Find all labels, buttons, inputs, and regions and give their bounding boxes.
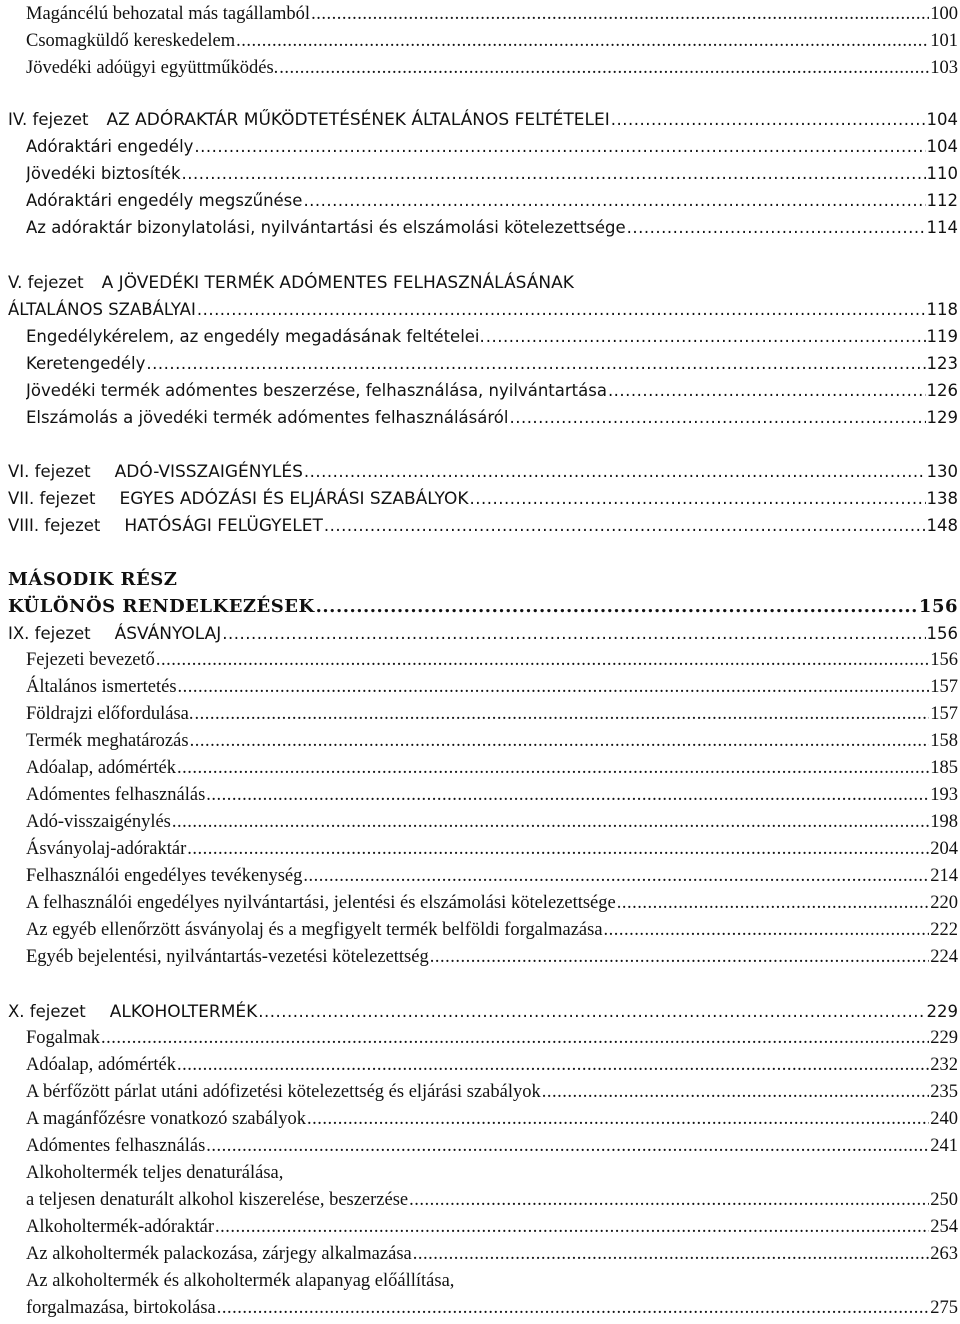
entry-title: Az egyéb ellenőrzött ásványolaj és a megfigyelt termék belföldi forgalmazása xyxy=(26,920,603,940)
toc-entry xyxy=(26,728,958,755)
toc-entry xyxy=(26,214,958,241)
chapter-number: VII. fejezet xyxy=(8,489,96,508)
leader-dots xyxy=(217,1295,930,1322)
entry-title: a teljesen denaturált alkohol kiszerelése, beszerzése xyxy=(26,1190,409,1210)
entry-title: Adóalap, adómérték xyxy=(26,1055,176,1075)
toc-entry xyxy=(26,1133,958,1160)
toc-entry xyxy=(8,512,958,539)
leader-dots xyxy=(177,755,929,782)
entry-title: Ásványolaj-adóraktár xyxy=(26,839,187,859)
toc-entry xyxy=(26,1241,958,1268)
toc-entry xyxy=(8,485,958,512)
entry-title: Jövedéki biztosíték xyxy=(26,164,181,183)
entry-title: Jövedéki termék adómentes beszerzése, felhasználása, nyilvántartása xyxy=(26,381,607,400)
toc-entry xyxy=(26,160,958,187)
chapter-title: HATÓSÁGI FELÜGYELET xyxy=(124,516,323,536)
leader-dots xyxy=(413,1241,930,1268)
chapter-title: EGYES ADÓZÁSI ÉS ELJÁRÁSI SZABÁLYOK xyxy=(119,489,469,509)
toc-entry xyxy=(26,1160,958,1187)
toc-entry xyxy=(26,1079,958,1106)
toc-entry xyxy=(26,28,958,55)
leader-dots xyxy=(197,296,926,323)
entry-title: Keretengedély xyxy=(26,354,146,373)
leader-dots xyxy=(222,620,925,647)
page-number: 240 xyxy=(930,1109,958,1129)
entry-title: Adómentes felhasználás xyxy=(26,785,206,805)
leader-dots xyxy=(324,512,926,539)
page-number: 157 xyxy=(930,704,958,724)
toc-entry xyxy=(26,187,958,214)
entry-title: A bérfőzött párlat utáni adófizetési kötelezettség és eljárási szabályok xyxy=(26,1082,541,1102)
entry-title: Adóraktári engedély xyxy=(26,137,194,156)
page-number: 232 xyxy=(930,1055,958,1075)
page-number: 214 xyxy=(930,866,958,886)
toc-entry xyxy=(8,269,958,296)
leader-dots xyxy=(542,1079,930,1106)
entry-title: forgalmazása, birtokolása xyxy=(26,1298,216,1318)
leader-dots xyxy=(430,944,930,971)
leader-dots xyxy=(236,28,929,55)
toc-entry xyxy=(26,1,958,28)
page-number: 148 xyxy=(926,516,958,535)
page-number: 241 xyxy=(930,1136,958,1156)
leader-dots xyxy=(486,323,926,350)
entry-title: Az alkoholtermék és alkoholtermék alapanyag előállítása, xyxy=(26,1271,455,1291)
chapter-number: X. fejezet xyxy=(8,1002,86,1021)
toc-entry xyxy=(26,323,958,350)
page-number: 275 xyxy=(930,1298,958,1318)
page-number: 119 xyxy=(926,327,958,346)
chapter-number: V. fejezet xyxy=(8,273,84,292)
leader-dots xyxy=(194,701,929,728)
page-number: 156 xyxy=(926,624,958,643)
leader-dots xyxy=(206,1133,929,1160)
leader-dots xyxy=(469,485,925,512)
entry-title: Elszámolás a jövedéki termék adómentes felhasználásáról xyxy=(26,408,509,427)
leader-dots xyxy=(311,1,929,28)
entry-title: Alkoholtermék-adóraktár xyxy=(26,1217,215,1237)
toc-entry xyxy=(8,566,958,593)
toc-entry xyxy=(26,1295,958,1322)
entry-title: Jövedéki adóügyi együttműködés. xyxy=(26,58,279,78)
entry-title: Adómentes felhasználás xyxy=(26,1136,206,1156)
entry-title: Felhasználói engedélyes tevékenység xyxy=(26,866,303,886)
page-number: 220 xyxy=(930,893,958,913)
page-number: 204 xyxy=(930,839,958,859)
entry-title: Egyéb bejelentési, nyilvántartás-vezetési kötelezettség xyxy=(26,947,429,967)
page-number: 130 xyxy=(926,462,958,481)
toc-entry xyxy=(26,836,958,863)
entry-title: ÁLTALÁNOS SZABÁLYAI xyxy=(8,300,196,319)
page-number: 118 xyxy=(926,300,958,319)
entry-title: Termék meghatározás xyxy=(26,731,189,751)
leader-dots xyxy=(611,106,926,133)
page-number: 123 xyxy=(926,354,958,373)
entry-title: Alkoholtermék teljes denaturálása, xyxy=(26,1163,284,1183)
toc-entry xyxy=(8,998,958,1025)
page-number: 193 xyxy=(930,785,958,805)
leader-dots xyxy=(194,133,925,160)
entry-title: Csomagküldő kereskedelem xyxy=(26,31,236,51)
toc-entry xyxy=(26,350,958,377)
leader-dots xyxy=(101,1025,929,1052)
leader-dots xyxy=(509,404,925,431)
chapter-title: ÁSVÁNYOLAJ xyxy=(114,624,222,644)
leader-dots xyxy=(156,647,929,674)
toc-entry xyxy=(8,106,958,133)
page-number: 100 xyxy=(930,4,958,24)
entry-title: Adóalap, adómérték xyxy=(26,758,176,778)
leader-dots xyxy=(307,1106,929,1133)
page-number: 235 xyxy=(930,1082,958,1102)
leader-dots xyxy=(617,890,930,917)
toc-entry xyxy=(26,133,958,160)
entry-title: MÁSODIK RÉSZ xyxy=(8,569,178,590)
page-number: 103 xyxy=(930,58,958,78)
page-number: 224 xyxy=(930,947,958,967)
chapter-number: VI. fejezet xyxy=(8,462,91,481)
page-number: 254 xyxy=(930,1217,958,1237)
entry-title: Magáncélú behozatal más tagállamból xyxy=(26,4,311,24)
toc-entry xyxy=(26,1052,958,1079)
page-number: 114 xyxy=(926,218,958,237)
toc-entry xyxy=(26,917,958,944)
leader-dots xyxy=(258,998,925,1025)
page-number: 185 xyxy=(930,758,958,778)
toc-entry xyxy=(26,863,958,890)
page-number: 156 xyxy=(918,596,958,617)
toc-entry xyxy=(26,377,958,404)
leader-dots xyxy=(182,160,926,187)
page-number: 250 xyxy=(930,1190,958,1210)
page-number: 101 xyxy=(930,31,958,51)
page-number: 229 xyxy=(930,1028,958,1048)
page-number: 229 xyxy=(926,1002,958,1021)
leader-dots xyxy=(627,214,926,241)
entry-title: Engedélykérelem, az engedély megadásának feltételei. xyxy=(26,327,485,346)
entry-title: KÜLÖNÖS RENDELKEZÉSEK xyxy=(8,596,315,617)
toc-entry xyxy=(26,755,958,782)
entry-title: A felhasználói engedélyes nyilvántartási, jelentési és elszámolási kötelezettsége xyxy=(26,893,616,913)
toc-entry xyxy=(26,944,958,971)
leader-dots xyxy=(279,55,929,82)
leader-dots xyxy=(172,809,929,836)
entry-title: Adó-visszaigénylés xyxy=(26,812,171,832)
toc-entry xyxy=(26,1268,958,1295)
leader-dots xyxy=(215,1214,929,1241)
page-number: 110 xyxy=(926,164,958,183)
toc-entry xyxy=(26,404,958,431)
toc-entry xyxy=(26,55,958,82)
toc-entry xyxy=(26,1214,958,1241)
toc-entry xyxy=(26,890,958,917)
toc-entry xyxy=(26,674,958,701)
leader-dots xyxy=(190,728,930,755)
chapter-title: ADÓ-VISSZAIGÉNYLÉS xyxy=(114,462,303,482)
chapter-title: ALKOHOLTERMÉK xyxy=(109,1002,258,1022)
entry-title: Az adóraktár bizonylatolási, nyilvántartási és elszámolási kötelezettsége xyxy=(26,218,626,237)
chapter-number: IV. fejezet xyxy=(8,110,89,129)
leader-dots xyxy=(146,350,925,377)
page-number: 263 xyxy=(930,1244,958,1264)
entry-title: Fejezeti bevezető xyxy=(26,650,155,670)
page-number: 129 xyxy=(926,408,958,427)
leader-dots xyxy=(303,863,929,890)
page-number: 126 xyxy=(926,381,958,400)
toc-entry xyxy=(26,809,958,836)
entry-title: A magánfőzésre vonatkozó szabályok xyxy=(26,1109,306,1129)
leader-dots xyxy=(206,782,929,809)
entry-title: Adóraktári engedély megszűnése xyxy=(26,191,303,210)
leader-dots xyxy=(303,187,925,214)
page-number: 138 xyxy=(926,489,958,508)
leader-dots xyxy=(604,917,930,944)
toc-entry xyxy=(26,1106,958,1133)
page-number: 112 xyxy=(926,191,958,210)
leader-dots xyxy=(304,458,926,485)
page-number: 222 xyxy=(930,920,958,940)
page-number: 104 xyxy=(926,137,958,156)
page-number: 104 xyxy=(926,110,958,129)
toc-entry xyxy=(8,296,958,323)
chapter-title: A JÖVEDÉKI TERMÉK ADÓMENTES FELHASZNÁLÁSÁNAK xyxy=(101,273,574,293)
page-number: 157 xyxy=(930,677,958,697)
chapter-number: VIII. fejezet xyxy=(8,516,101,535)
page-number: 156 xyxy=(930,650,958,670)
entry-title: Az alkoholtermék palackozása, zárjegy alkalmazása xyxy=(26,1244,412,1264)
leader-dots xyxy=(608,377,926,404)
leader-dots xyxy=(178,674,930,701)
leader-dots xyxy=(409,1187,929,1214)
entry-title: Fogalmak xyxy=(26,1028,100,1048)
leader-dots xyxy=(187,836,929,863)
page-number: 198 xyxy=(930,812,958,832)
toc-entry xyxy=(26,782,958,809)
chapter-title: AZ ADÓRAKTÁR MŰKÖDTETÉSÉNEK ÁLTALÁNOS FELTÉTELEI xyxy=(106,110,610,130)
page-number: 158 xyxy=(930,731,958,751)
toc-entry xyxy=(8,458,958,485)
toc-entry xyxy=(26,701,958,728)
entry-title: Földrajzi előfordulása. xyxy=(26,704,194,724)
toc-entry xyxy=(8,593,958,620)
chapter-number: IX. fejezet xyxy=(8,624,91,643)
leader-dots xyxy=(177,1052,929,1079)
toc-entry xyxy=(8,620,958,647)
toc-entry xyxy=(26,647,958,674)
toc-entry xyxy=(26,1187,958,1214)
leader-dots xyxy=(316,593,918,620)
toc-entry xyxy=(26,1025,958,1052)
entry-title: Általános ismertetés xyxy=(26,677,177,697)
